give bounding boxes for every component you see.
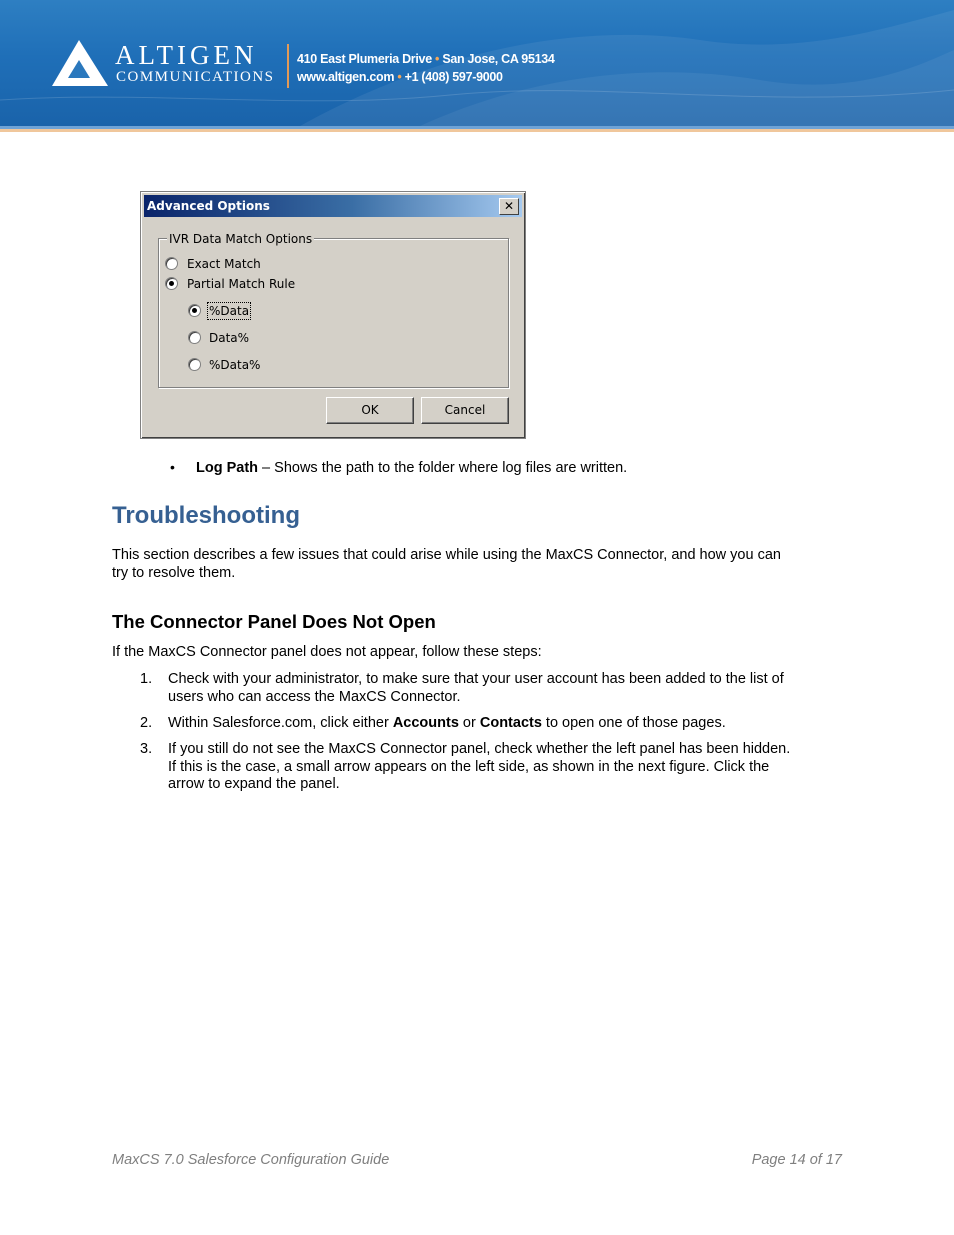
step1-line2: users who can access the MaxCS Connector. [168,689,461,705]
logo-name: ALTIGEN [115,40,258,70]
radio-partial-match[interactable] [165,277,178,290]
close-button[interactable]: ✕ [499,198,519,215]
bullet-glyph: • [170,459,175,475]
radio-label-partial-match[interactable]: Partial Match Rule [187,277,296,291]
step-number: 1. [140,671,153,687]
subsection-intro: If the MaxCS Connector panel does not appear, follow these steps: [112,644,542,660]
separator-dot: • [397,70,402,84]
altigen-logo-icon [52,38,110,88]
step-number: 2. [140,715,153,731]
step3-line2: If this is the case, a small arrow appears on the left side, as shown in the next figure. Click the [168,759,770,775]
logo-divider [287,44,289,88]
header-banner [0,0,954,126]
contact-line [297,70,503,84]
dialog-titlebar [144,195,522,217]
step1-line1: Check with your administrator, to make sure that your user account has been added to the list of [168,671,784,687]
footer-doc-title: MaxCS 7.0 Salesforce Configuration Guide [112,1152,390,1168]
radio-label-exact-match[interactable]: Exact Match [187,257,261,271]
step2-pre: Within Salesforce.com, click either [168,715,393,731]
subsection-heading: The Connector Panel Does Not Open [112,611,436,632]
radio-label-percent-data-percent[interactable]: %Data% [209,358,261,372]
step2-accounts: Accounts [392,715,459,731]
step3-line1: If you still do not see the MaxCS Connector panel, check whether the left panel has been hidden. [168,741,791,757]
dialog-title: Advanced Options [147,199,270,213]
section-intro-line2: try to resolve them. [112,565,236,581]
step-number: 3. [140,741,153,757]
step2-contacts: Contacts [479,715,542,731]
radio-exact-match[interactable] [165,257,178,270]
address-line [297,52,555,66]
radio-label-percent-data[interactable]: %Data [209,304,250,318]
banner-rule-orange [0,129,954,132]
logo-subtitle: COMMUNICATIONS [116,69,275,85]
step2-post: to open one of those pages. [541,715,726,731]
step2-mid: or [458,715,480,731]
radio-percent-data-percent[interactable] [188,358,201,371]
separator-dot: • [435,52,440,66]
group-label: IVR Data Match Options [169,232,313,246]
step2-text [168,714,726,732]
step3-line3: arrow to expand the panel. [168,776,340,792]
radio-label-data-percent[interactable]: Data% [209,331,250,345]
phone-text: +1 (408) 597-9000 [404,70,503,84]
address-street: 410 East Plumeria Drive [297,52,432,66]
section-heading: Troubleshooting [112,502,300,529]
footer-page-number: Page 14 of 17 [751,1152,842,1168]
advanced-options-dialog [140,191,526,439]
bullet-term: Log Path [196,460,259,476]
ok-button[interactable]: OK [326,397,414,424]
radio-data-percent[interactable] [188,331,201,344]
section-intro-line1: This section describes a few issues that could arise while using the MaxCS Connector, and how you can [112,547,781,563]
address-city: San Jose, CA 95134 [442,52,555,66]
radio-percent-data[interactable] [188,304,201,317]
log-path-bullet [196,459,627,477]
website-text: www.altigen.com [297,70,395,84]
bullet-text: – Shows the path to the folder where log files are written. [258,460,628,476]
cancel-button[interactable]: Cancel [421,397,509,424]
